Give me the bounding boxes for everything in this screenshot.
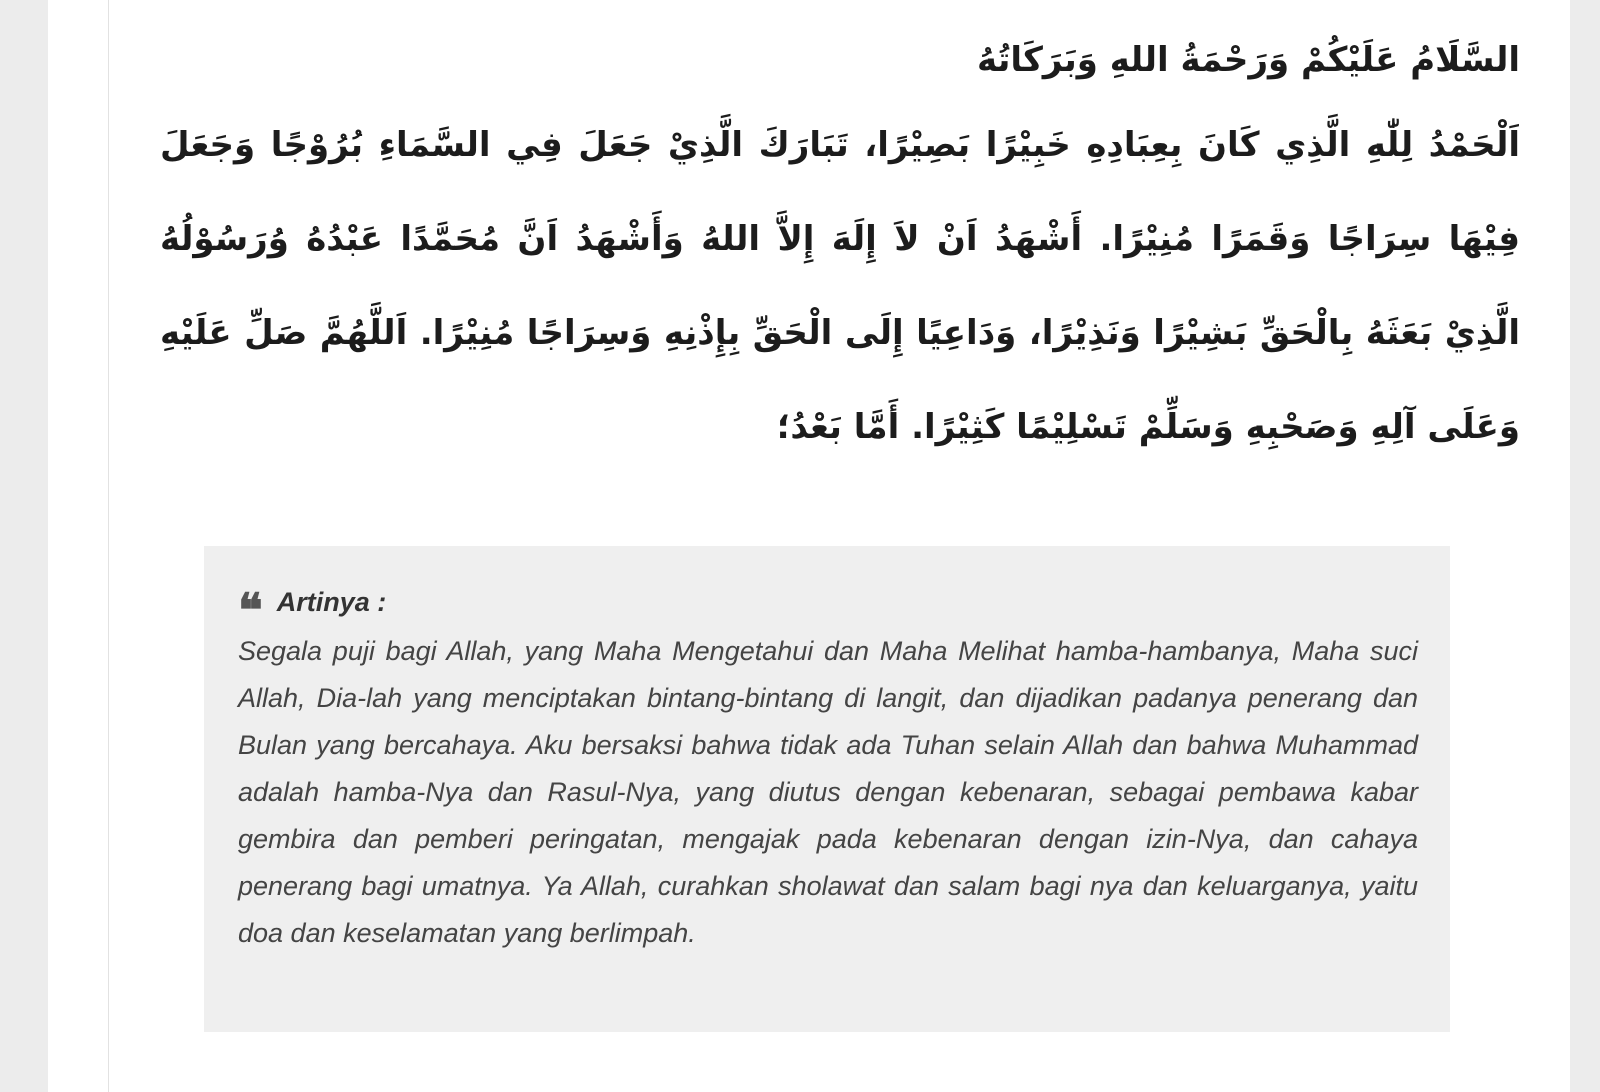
article-content — [109, 0, 1570, 1092]
blockquote-title: Artinya : — [276, 586, 387, 617]
right-background — [1570, 0, 1600, 1092]
translation-text: Segala puji bagi Allah, yang Maha Mengetahui dan Maha Melihat hamba-hambanya, Maha suci Allah, Dia-lah yang menciptakan bintang-bintang di langit, dan dijadikan padanya penerang dan Bulan yang bercahaya. Aku bersaksi bahwa tidak ada Tuhan selain Allah dan bahwa Muhammad adalah hamba-Nya dan Rasul-Nya, yang diutus dengan kebenaran, sebagai pembawa kabar gembira dan pemberi peringatan, mengajak pada kebenaran dengan izin-Nya, dan cahaya penerang bagi umatnya. Ya Allah, curahkan sholawat dan salam bagi nya dan keluarganya, yaitu doa dan keselamatan yang berlimpah. — [238, 636, 1418, 948]
quote-icon: ❝ — [238, 583, 263, 637]
arabic-opening-text: اَلْحَمْدُ لِلّٰهِ الَّذِي كَانَ بِعِبَادِهِ خَبِيْرًا بَصِيْرًا، تَبَارَكَ الَّذِيْ جَعَلَ فِي السَّمَاءِ بُرُوْجًا وَجَعَلَ فِيْهَا سِرَاجًا وَقَمَرًا مُنِيْرًا. أَشْهَدُ اَنْ لاَ إِلَهَ إِلاَّ اللهُ وَأَشْهَدُ اَنَّ مُحَمَّدًا عَبْدُهُ وُرَسُوْلُهُ الَّذِيْ بَعَثَهُ بِالْحَقِّ بَشِيْرًا وَنَذِيْرًا، وَدَاعِيًا إِلَى الْحَقِّ بِإِذْنِهِ وَسِرَاجًا مُنِيْرًا. اَللَّهُمَّ صَلِّ عَلَيْهِ وَعَلَى آلِهِ وَصَحْبِهِ وَسَلِّمْ تَسْلِيْمًا كَثِيْرًا. أَمَّا بَعْدُ؛ — [160, 125, 1520, 447]
blockquote-header — [238, 582, 1418, 637]
translation-blockquote — [204, 546, 1450, 1032]
left-gutter — [48, 0, 109, 1092]
arabic-salam: السَّلَامُ عَلَيْكُمْ وَرَحْمَةُ اللهِ وَبَرَكَاتُهُ — [976, 40, 1520, 80]
arabic-opening-block — [160, 28, 1520, 474]
left-background — [0, 0, 48, 1092]
